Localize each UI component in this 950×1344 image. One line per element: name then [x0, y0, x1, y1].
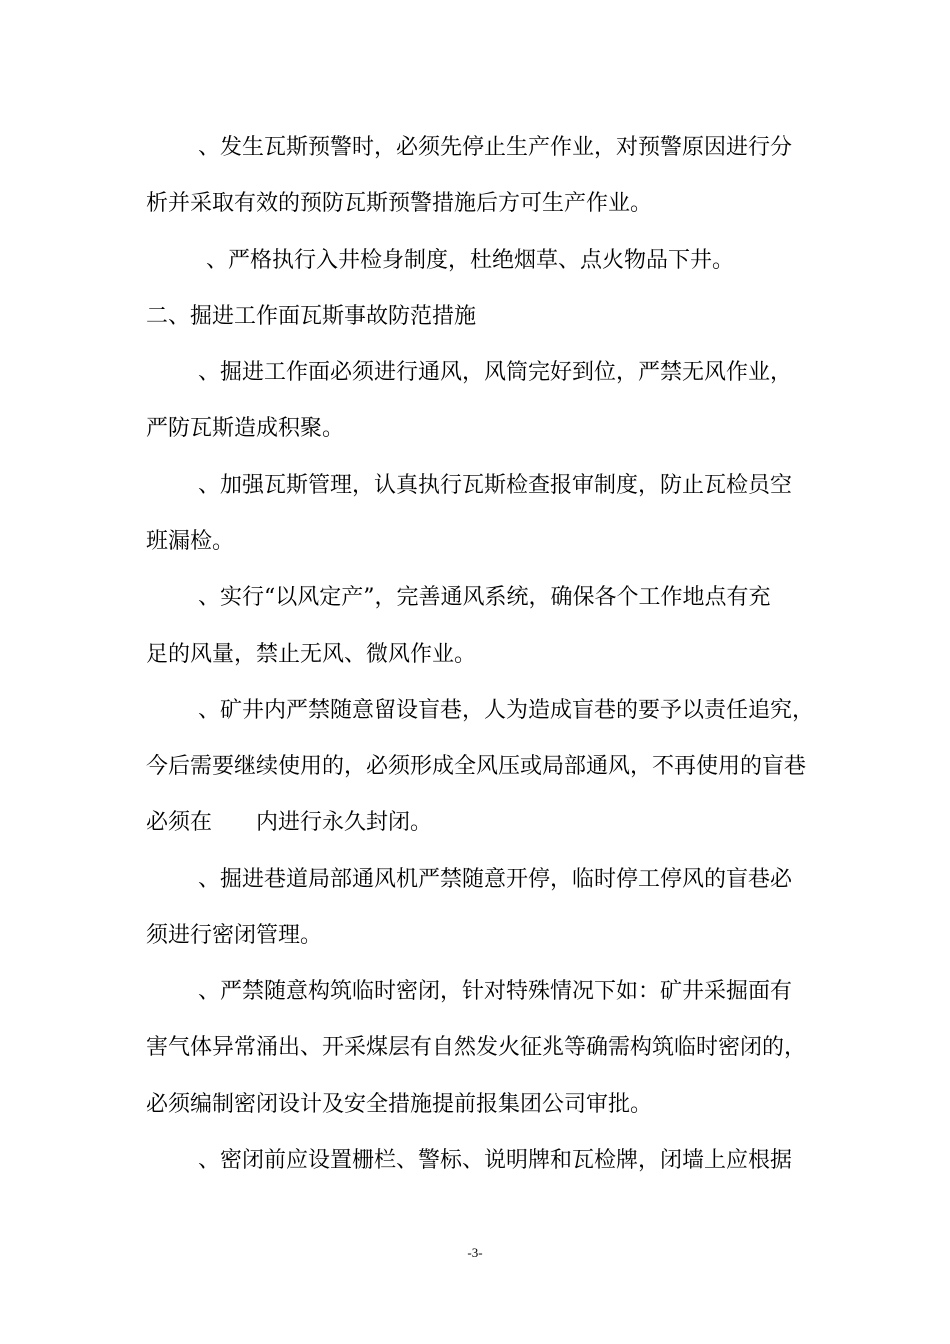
paragraph-line: 、掘进工作面必须进行通风，风筒完好到位，严禁无风作业，: [198, 360, 793, 385]
paragraph-line: 、矿井内严禁随意留设盲巷，人为造成盲巷的要予以责任追究，: [198, 698, 815, 723]
paragraph-line: 、掘进巷道局部通风机严禁随意开停，临时停工停风的盲巷必: [198, 867, 793, 892]
text-fragment: 必须在: [146, 810, 213, 835]
paragraph-line: 足的风量，禁止无风、微风作业。: [146, 642, 477, 667]
paragraph-line: 、实行“以风定产”，完善通风系统，确保各个工作地点有充: [198, 585, 771, 610]
paragraph-line: 、加强瓦斯管理，认真执行瓦斯检查报审制度，防止瓦检员空: [198, 473, 793, 498]
paragraph-line: 严防瓦斯造成积聚。: [146, 416, 345, 441]
paragraph-line: 班漏检。: [146, 529, 235, 554]
paragraph-line: 必须编制密闭设计及安全措施提前报集团公司审批。: [146, 1092, 653, 1117]
paragraph-line: 、密闭前应设置栅栏、警标、说明牌和瓦检牌，闭墙上应根据: [198, 1148, 793, 1173]
paragraph-line: [146, 807, 806, 839]
section-heading: 二、掘进工作面瓦斯事故防范措施: [146, 304, 477, 329]
paragraph-line: 析并采取有效的预防瓦斯预警措施后方可生产作业。: [146, 191, 653, 216]
paragraph-line: 、严禁随意构筑临时密闭，针对特殊情况下如：矿井采掘面有: [198, 979, 793, 1004]
paragraph-line: 害气体异常涌出、开采煤层有自然发火征兆等确需构筑临时密闭的，: [146, 1035, 807, 1060]
text-fragment: 内进行永久封闭。: [256, 810, 433, 835]
page-number: -3-: [467, 1245, 483, 1260]
paragraph-line: 须进行密闭管理。: [146, 923, 323, 948]
paragraph-line: 今后需要继续使用的，必须形成全风压或局部通风，不再使用的盲巷: [146, 754, 807, 779]
paragraph-line: 、严格执行入井检身制度，杜绝烟草、点火物品下井。: [206, 248, 735, 273]
paragraph-line: 、发生瓦斯预警时，必须先停止生产作业，对预警原因进行分: [198, 135, 793, 160]
